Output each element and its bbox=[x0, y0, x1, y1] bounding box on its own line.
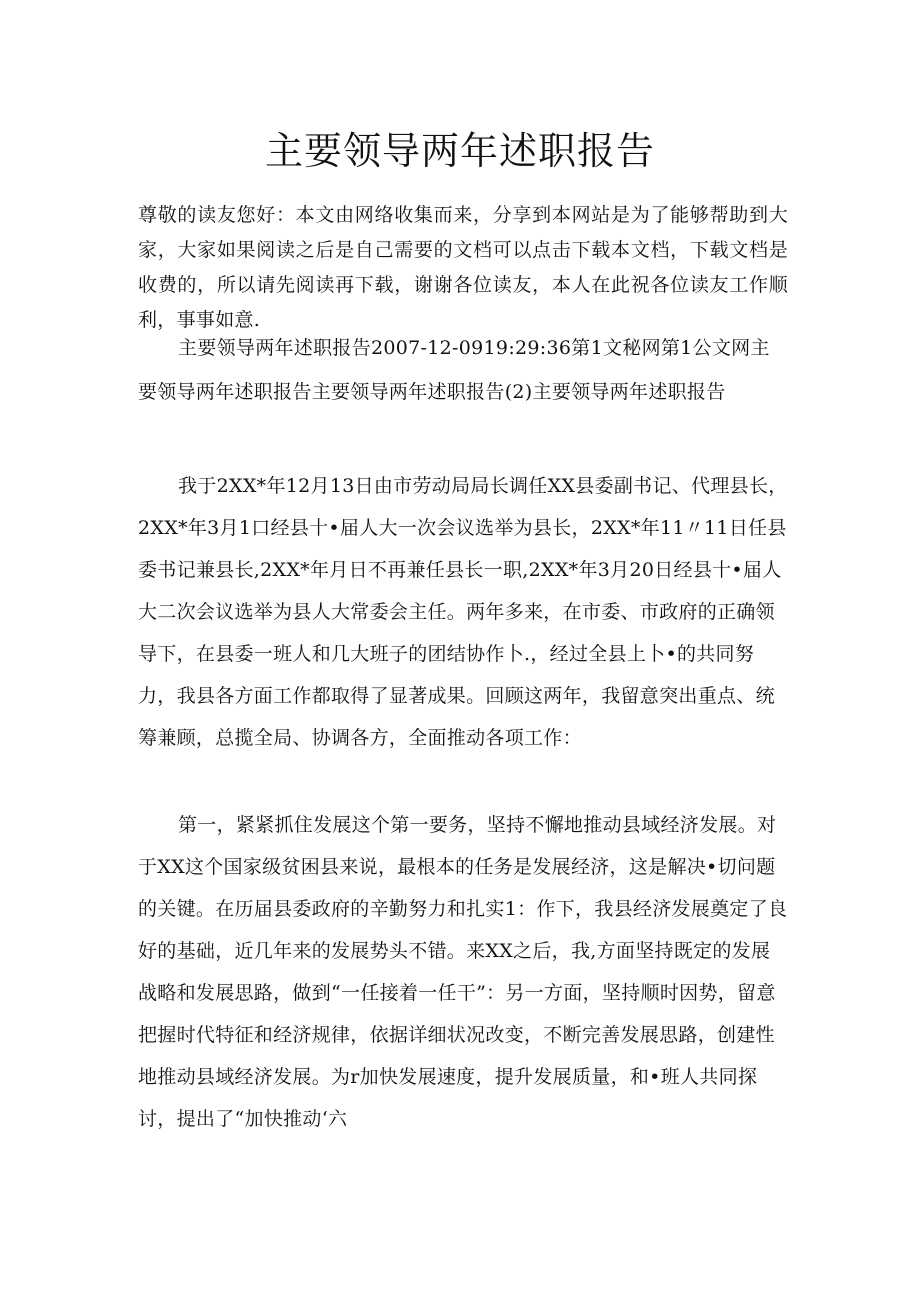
source-info-paragraph: 主要领导两年述职报告2007-12-0919:29:36第1文秘网第1公文网主要领导两年述职报告主要领导两年述职报告(2)主要领导两年述职报告 bbox=[138, 337, 770, 403]
document-title: 主要领导两年述职报告 bbox=[264, 129, 655, 173]
body-paragraph-1: 我于2XX*年12月13日由市劳动局局长调任XX县委副书记、代理县长，2XX*年3月1口经县十•届人大一次会议选举为县长，2XX*年11〃11日任县委书记兼县长,2XX*年月日不再兼任县长一职,2XX*年3月20日经县十•届人大二次会议选举为县人大常委会主任。两年多来，在市委、市政府的正确领导下，在县委一班人和几大班子的团结协作卜.，经过全县上卜•的共同努力，我县各方面工作都取得了显著成果。回顾这两年，我留意突出重点、统筹兼顾，总揽全局、协调各方，全面推动各项工作： bbox=[138, 475, 788, 749]
body-paragraph-2: 第一，紧紧抓住发展这个第一要务，坚持不懈地推动县域经济发展。对于XX这个国家级贫困县来说，最根本的任务是发展经济，这是解决•切问题的关键。在历届县委政府的辛勤努力和扎实1：作下，我县经济发展奠定了良好的基础，近几年来的发展势头不错。来XX之后，我,方面坚持既定的发展战略和发展思路，做到“一任接着一任干”：另一方面，坚持顺时因势，留意把握时代特征和经济规律，依据详细状况改变，不断完善发展思路，创建性地推动县域经济发展。为r加快发展速度，提升发展质量，和•班人共同探讨，提出了“加快推动‘六 bbox=[138, 814, 788, 1130]
intro-paragraph: 尊敬的读友您好：本文由网络收集而来，分享到本网站是为了能够帮助到大家，大家如果阅读之后是自己需要的文档可以点击下载本文档，下载文档是收费的，所以请先阅读再下载，谢谢各位读友，本人在此祝各位读友工作顺利，事事如意. bbox=[138, 204, 788, 331]
